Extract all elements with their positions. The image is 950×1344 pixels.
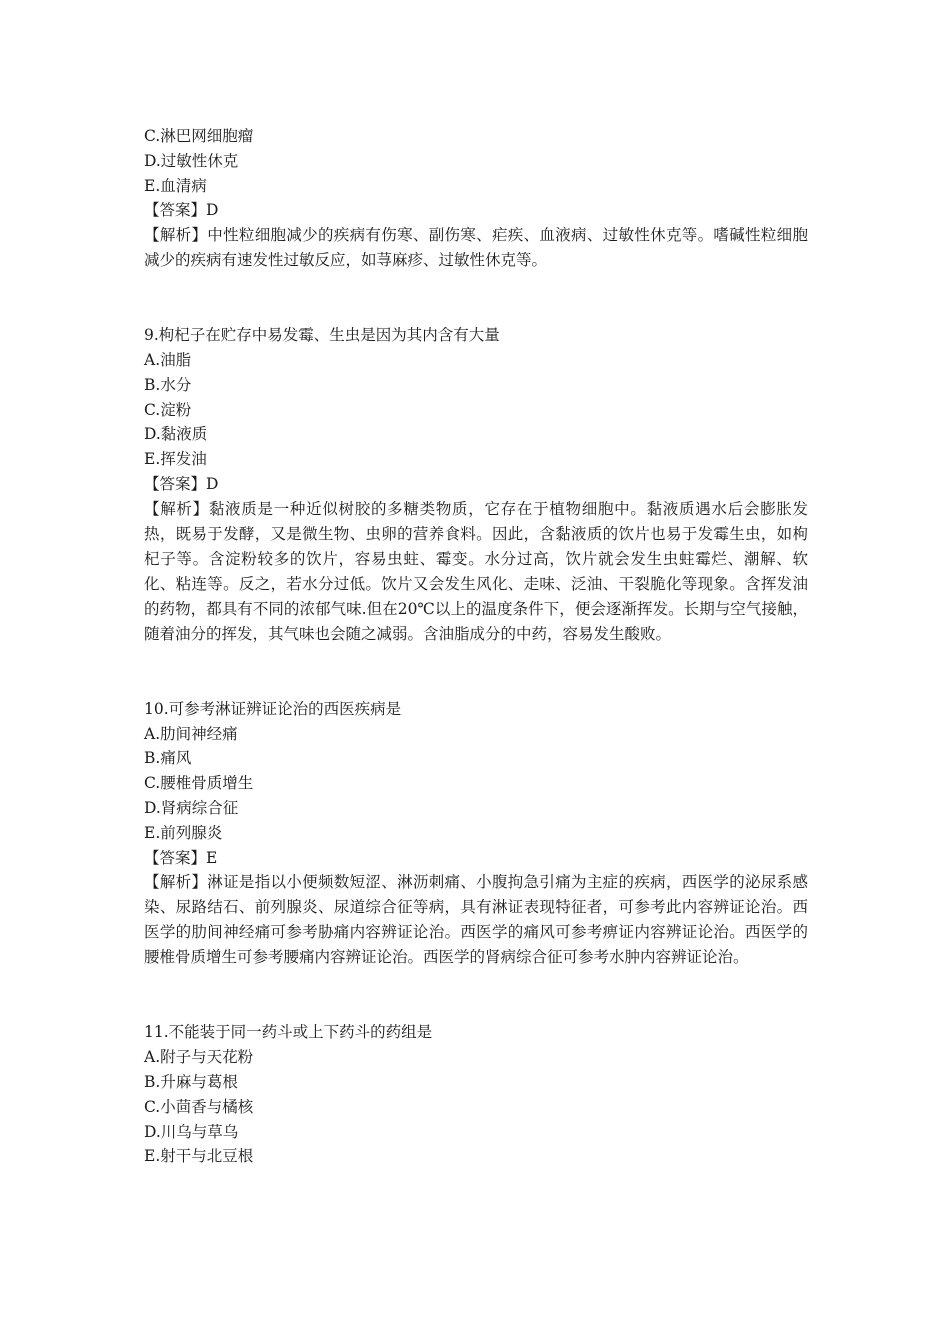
option-e: E.射干与北豆根: [144, 1147, 254, 1166]
analysis: 【解析】淋证是指以小便频数短涩、淋沥刺痛、小腹拘急引痛为主症的疾病，西医学的泌尿系感染、尿路结石、前列腺炎、尿道综合征等病，具有淋证表现特征者，可参考此内容辨证论治。西医学的肋间神经痛可参考胁痛内容辨证论治。西医学的痛风可参考痹证内容辨证论治。西医学的腰椎骨质增生可参考腰痛内容辨证论治。西医学的肾病综合征可参考水肿内容辨证论治。: [144, 873, 808, 967]
question-stem: 9.枸杞子在贮存中易发霉、生虫是因为其内含有大量: [144, 326, 500, 345]
document-page: [144, 124, 808, 1169]
spacer: [144, 273, 808, 323]
option-e: E.挥发油: [144, 450, 207, 469]
spacer: [144, 970, 808, 1020]
question-stem: 11.不能装于同一药斗或上下药斗的药组是: [144, 1023, 433, 1042]
answer: 【答案】D: [144, 474, 219, 493]
option-d: D.黏液质: [144, 425, 208, 444]
question-8-tail: [144, 124, 808, 273]
option-a: A.肋间神经痛: [144, 724, 238, 743]
analysis: 【解析】中性粒细胞减少的疾病有伤寒、副伤寒、疟疾、血液病、过敏性休克等。嗜碱性粒细胞减少的疾病有速发性过敏反应，如荨麻疹、过敏性休克等。: [144, 226, 808, 270]
option-d: D.过敏性休克: [144, 151, 239, 170]
question-10: [144, 697, 808, 971]
spacer: [144, 647, 808, 697]
analysis: 【解析】黏液质是一种近似树胶的多糖类物质，它存在于植物细胞中。黏液质遇水后会膨胀发热，既易于发酵，又是微生物、虫卵的营养食料。因此，含黏液质的饮片也易于发霉生虫，如枸杞子等。含淀粉较多的饮片，容易虫蛀、霉变。水分过高，饮片就会发生虫蛀霉烂、潮解、软化、粘连等。反之，若水分过低。饮片又会发生风化、走味、泛油、干裂脆化等现象。含挥发油的药物，都具有不同的浓郁气味.但在20℃以上的温度条件下，便会逐渐挥发。长期与空气接触，随着油分的挥发，其气味也会随之减弱。含油脂成分的中药，容易发生酸败。: [144, 499, 808, 643]
option-c: C.腰椎骨质增生: [144, 774, 254, 793]
question-11: [144, 1020, 808, 1169]
option-e: E.前列腺炎: [144, 823, 223, 842]
option-d: D.川乌与草乌: [144, 1122, 239, 1141]
question-stem: 10.可参考淋证辨证论治的西医疾病是: [144, 699, 402, 718]
option-b: B.痛风: [144, 749, 192, 768]
question-9: [144, 323, 808, 647]
answer: 【答案】D: [144, 201, 219, 220]
option-c: C.小茴香与橘核: [144, 1097, 254, 1116]
option-d: D.肾病综合征: [144, 798, 239, 817]
answer: 【答案】E: [144, 848, 218, 867]
option-c: C.淀粉: [144, 400, 192, 419]
option-b: B.升麻与葛根: [144, 1072, 238, 1091]
option-c: C.淋巴网细胞瘤: [144, 127, 254, 145]
option-b: B.水分: [144, 375, 192, 394]
option-a: A.附子与天花粉: [144, 1048, 254, 1067]
option-e: E.血清病: [144, 176, 207, 195]
option-a: A.油脂: [144, 350, 192, 369]
